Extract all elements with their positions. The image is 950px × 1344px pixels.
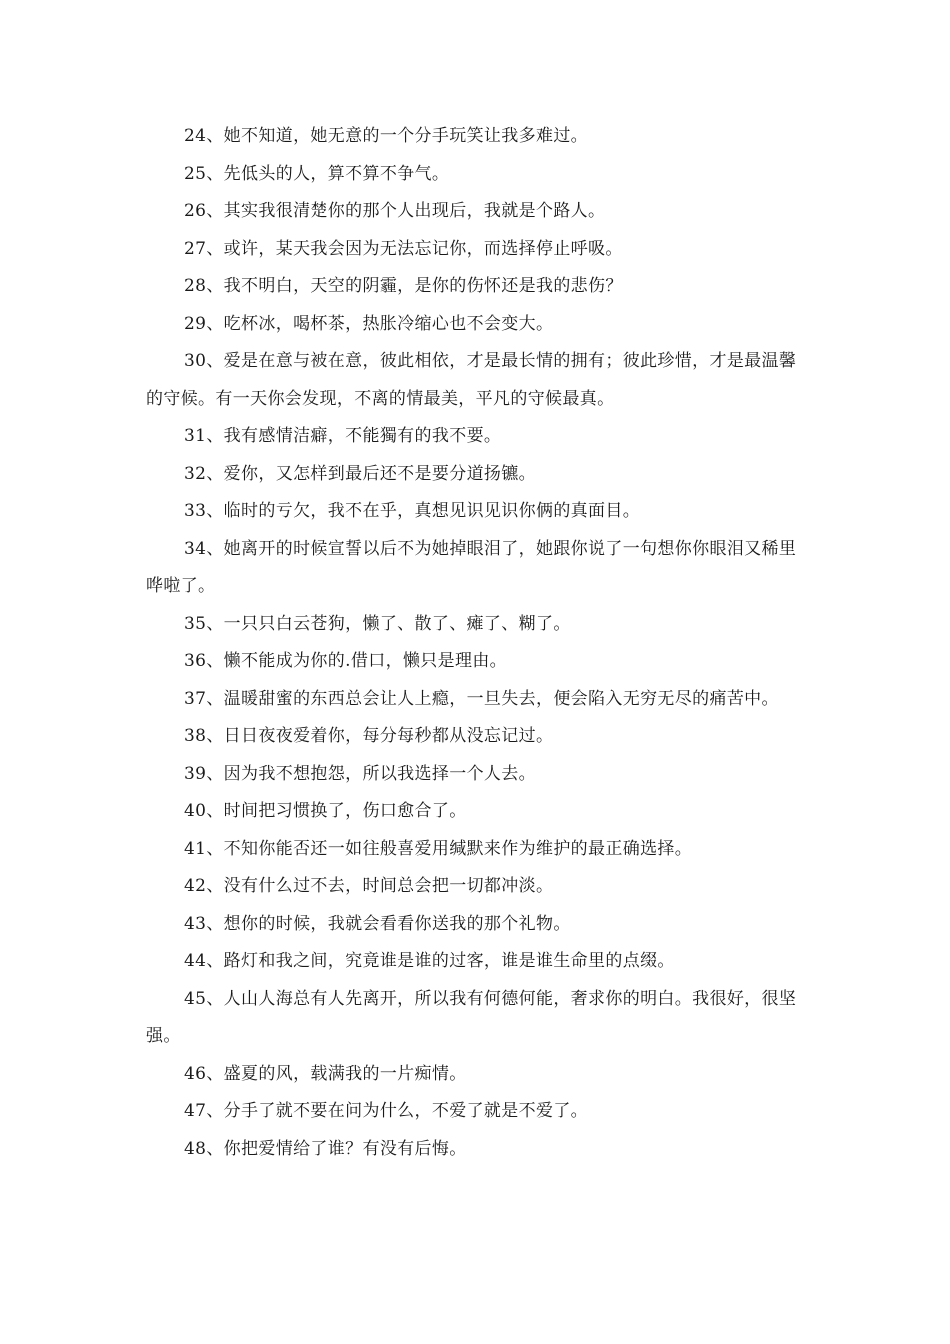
list-item: 38、日日夜夜爱着你，每分每秒都从没忘记过。 [184,726,554,746]
list-item: 34、她离开的时候宣誓以后不为她掉眼泪了，她跟你说了一句想你你眼泪又稀里哗啦了。 [146,538,797,596]
list-item: 35、一只只白云苍狗，懒了、散了、瘫了、糊了。 [184,613,571,634]
list-item: 48、你把爱情给了谁？有没有后悔。 [184,1138,467,1159]
list-item: 36、懒不能成为你的.借口，懒只是理由。 [184,651,508,671]
list-item: 31、我有感情洁癖，不能獨有的我不要。 [184,426,502,446]
list-item: 30、爱是在意与被在意，彼此相依，才是最长情的拥有；彼此珍惜，才是最温馨的守候。有一天你会发现，不离的情最美，平凡的守候最真。 [146,351,797,409]
list-item: 44、路灯和我之间，究竟谁是谁的过客，谁是谁生命里的点缀。 [184,951,675,971]
list-item: 40、时间把习惯换了，伤口愈合了。 [184,801,467,821]
list-item: 24、她不知道，她无意的一个分手玩笑让我多难过。 [184,126,589,146]
list-item: 39、因为我不想抱怨，所以我选择一个人去。 [184,763,536,784]
list-item: 27、或许，某天我会因为无法忘记你，而选择停止呼吸。 [184,238,623,259]
list-item: 28、我不明白，天空的阴霾，是你的伤怀还是我的悲伤？ [184,276,623,296]
list-item: 29、吃杯冰，喝杯茶，热胀冷缩心也不会变大。 [184,313,554,334]
list-item: 26、其实我很清楚你的那个人出现后，我就是个路人。 [184,201,606,221]
list-item: 32、爱你，又怎样到最后还不是要分道扬镳。 [184,463,536,484]
list-item: 41、不知你能否还一如往般喜爱用缄默来作为维护的最正确选择。 [184,838,693,859]
list-item: 43、想你的时候，我就会看看你送我的那个礼物。 [184,913,571,934]
list-item: 45、人山人海总有人先离开，所以我有何德何能，奢求你的明白。我很好，很坚强。 [146,988,797,1046]
list-item: 37、温暖甜蜜的东西总会让人上瘾，一旦失去，便会陷入无穷无尽的痛苦中。 [184,688,779,709]
list-item: 47、分手了就不要在问为什么，不爱了就是不爱了。 [184,1101,589,1121]
list-item: 46、盛夏的风，载满我的一片痴情。 [184,1063,467,1084]
quote-list [146,118,806,1168]
list-item: 25、先低头的人，算不算不争气。 [184,163,450,184]
list-item: 42、没有什么过不去，时间总会把一切都冲淡。 [184,876,554,896]
list-item: 33、临时的亏欠，我不在乎，真想见识见识你俩的真面目。 [184,501,641,521]
